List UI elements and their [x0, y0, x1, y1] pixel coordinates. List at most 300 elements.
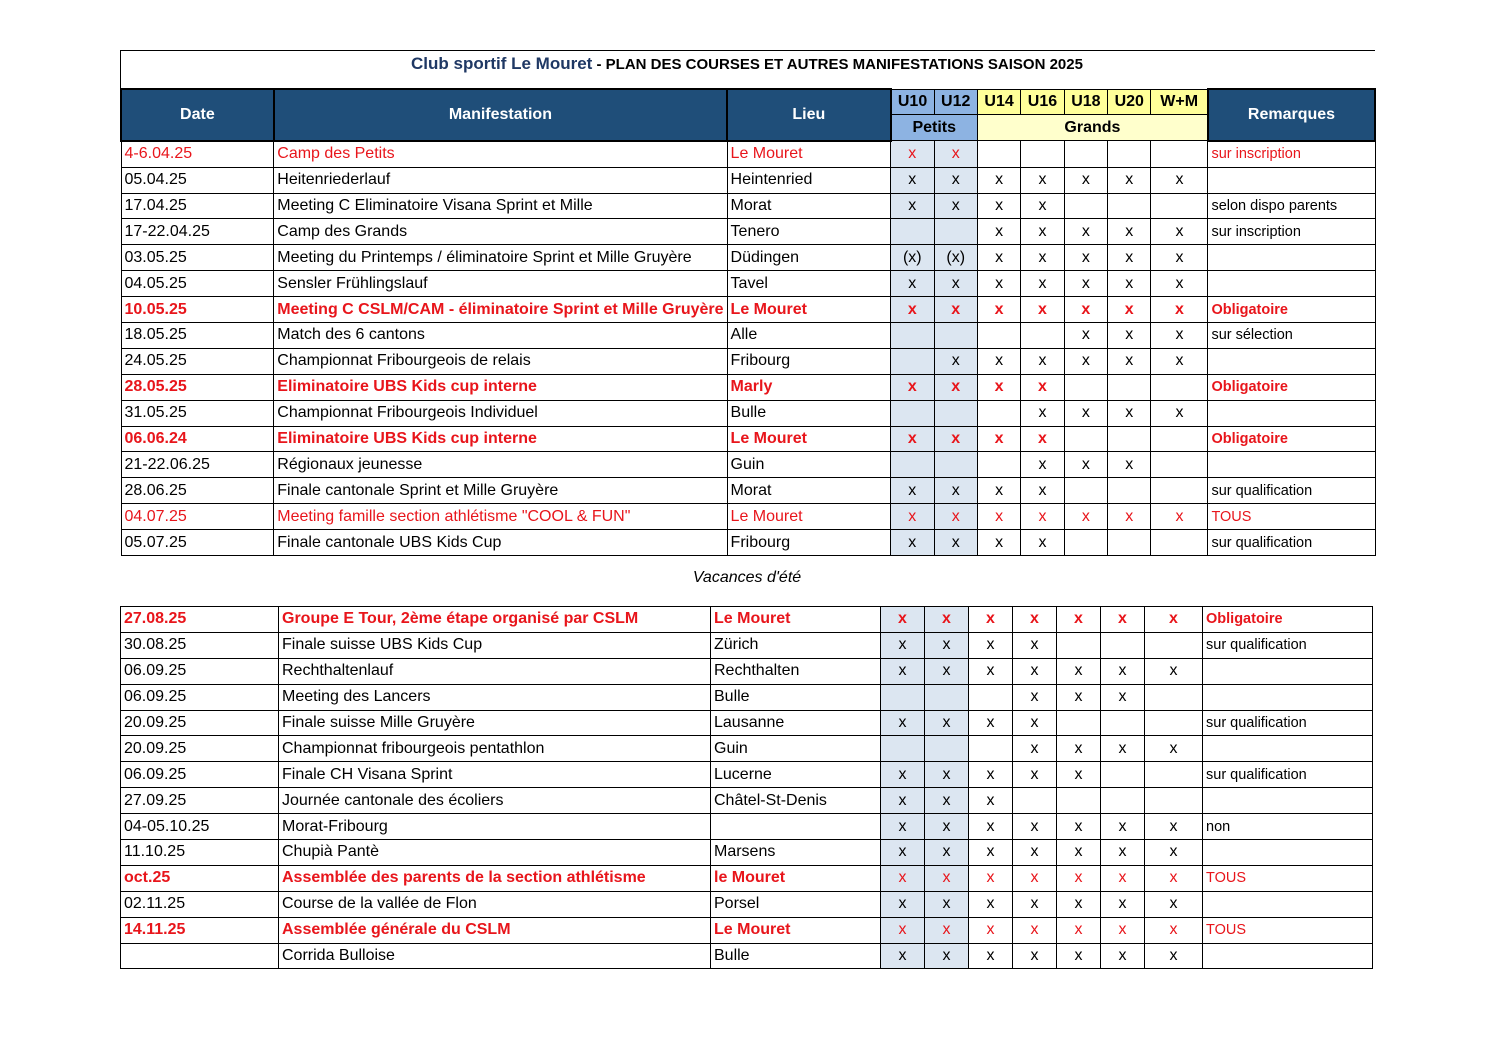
category-mark-cell: x [1064, 271, 1107, 297]
remark-cell: sur qualification [1208, 478, 1375, 504]
event-cell: Régionaux jeunesse [274, 452, 727, 478]
category-mark-cell: x [1013, 762, 1057, 788]
remark-cell: TOUS [1208, 504, 1375, 530]
place-cell: Tavel [727, 271, 891, 297]
table-row [121, 297, 1375, 323]
category-mark-cell [1064, 478, 1107, 504]
place-cell: Tenero [727, 219, 891, 245]
category-mark-cell [1108, 374, 1151, 400]
date-cell: 18.05.25 [121, 323, 274, 349]
category-mark-cell: x [934, 167, 977, 193]
category-mark-cell: x [1145, 917, 1203, 943]
category-mark-cell: x [1108, 400, 1151, 426]
place-cell: Bulle [727, 400, 891, 426]
remark-cell [1203, 840, 1373, 866]
date-cell: 17.04.25 [121, 193, 274, 219]
header-remarks: Remarques [1208, 89, 1375, 141]
category-mark-cell: x [1057, 762, 1101, 788]
table-row [121, 891, 1373, 917]
category-mark-cell: x [1021, 167, 1064, 193]
category-mark-cell [1064, 193, 1107, 219]
date-cell: 04-05.10.25 [121, 814, 279, 840]
category-mark-cell: x [1101, 736, 1145, 762]
remark-cell: sur inscription [1208, 219, 1375, 245]
category-mark-cell: x [1021, 297, 1064, 323]
category-mark-cell [925, 684, 969, 710]
event-cell: Corrida Bulloise [279, 943, 711, 969]
category-mark-cell [1021, 141, 1064, 167]
category-mark-cell: x [969, 891, 1013, 917]
event-cell: Championnat fribourgeois pentathlon [279, 736, 711, 762]
event-cell: Meeting famille section athlétisme "COOL & FUN" [274, 504, 727, 530]
category-mark-cell: x [969, 788, 1013, 814]
category-mark-cell: x [925, 865, 969, 891]
category-mark-cell [1064, 530, 1107, 556]
category-mark-cell: x [1057, 658, 1101, 684]
category-mark-cell: x [1057, 891, 1101, 917]
category-mark-cell: x [1108, 271, 1151, 297]
category-mark-cell: x [1151, 167, 1208, 193]
place-cell: Marly [727, 374, 891, 400]
date-cell [121, 943, 279, 969]
plan-title: - PLAN DES COURSES ET AUTRES MANIFESTATIONS SAISON 2025 [592, 56, 1083, 73]
category-mark-cell: x [1151, 245, 1208, 271]
table-row [121, 167, 1375, 193]
place-cell: Lausanne [711, 710, 881, 736]
page-title [120, 54, 1374, 74]
category-mark-cell: x [925, 710, 969, 736]
remark-cell [1203, 943, 1373, 969]
category-mark-cell: x [1013, 814, 1057, 840]
category-mark-cell [1064, 426, 1107, 452]
place-cell: Lucerne [711, 762, 881, 788]
date-cell: 05.07.25 [121, 530, 274, 556]
date-cell: 30.08.25 [121, 632, 279, 658]
category-mark-cell: x [1145, 607, 1203, 633]
category-mark-cell: x [1101, 917, 1145, 943]
place-cell: le Mouret [711, 865, 881, 891]
category-mark-cell [1064, 374, 1107, 400]
event-cell: Finale cantonale Sprint et Mille Gruyère [274, 478, 727, 504]
event-cell: Course de la vallée de Flon [279, 891, 711, 917]
category-mark-cell [969, 736, 1013, 762]
remark-cell: Obligatoire [1208, 297, 1375, 323]
category-mark-cell: x [977, 426, 1020, 452]
category-mark-cell [925, 736, 969, 762]
category-mark-cell: x [1013, 632, 1057, 658]
date-cell: 28.06.25 [121, 478, 274, 504]
category-mark-cell: x [925, 943, 969, 969]
category-mark-cell: x [934, 504, 977, 530]
category-mark-cell: x [881, 840, 925, 866]
remark-cell [1208, 245, 1375, 271]
table-row [121, 348, 1375, 374]
category-mark-cell: x [969, 840, 1013, 866]
category-mark-cell: x [925, 762, 969, 788]
category-mark-cell: x [934, 271, 977, 297]
category-mark-cell: x [1108, 219, 1151, 245]
event-cell: Rechthaltenlauf [279, 658, 711, 684]
category-mark-cell [1101, 762, 1145, 788]
table-row [121, 710, 1373, 736]
category-mark-cell: x [1021, 504, 1064, 530]
table-row [121, 193, 1375, 219]
category-mark-cell: x [977, 530, 1020, 556]
category-mark-cell [1145, 762, 1203, 788]
event-cell: Assemblée générale du CSLM [279, 917, 711, 943]
category-mark-cell: x [1145, 943, 1203, 969]
date-cell: 17-22.04.25 [121, 219, 274, 245]
category-mark-cell: x [1064, 452, 1107, 478]
table-row [121, 426, 1375, 452]
remark-cell [1203, 736, 1373, 762]
table-row [121, 736, 1373, 762]
category-mark-cell: x [969, 943, 1013, 969]
category-mark-cell: x [925, 788, 969, 814]
remark-cell [1208, 167, 1375, 193]
category-mark-cell: x [1151, 323, 1208, 349]
event-cell: Meeting C Eliminatoire Visana Sprint et Mille [274, 193, 727, 219]
category-mark-cell: x [1057, 865, 1101, 891]
place-cell: Alle [727, 323, 891, 349]
category-mark-cell [977, 141, 1020, 167]
category-mark-cell: x [1101, 840, 1145, 866]
category-mark-cell: x [1145, 736, 1203, 762]
table-row [121, 530, 1375, 556]
place-cell: Heintenried [727, 167, 891, 193]
category-mark-cell [1108, 478, 1151, 504]
category-mark-cell [1151, 193, 1208, 219]
category-mark-cell: x [1151, 219, 1208, 245]
table-row [121, 814, 1373, 840]
place-cell: Guin [727, 452, 891, 478]
category-mark-cell: x [925, 917, 969, 943]
remark-cell: Obligatoire [1208, 426, 1375, 452]
category-mark-cell: x [925, 814, 969, 840]
category-mark-cell: x [977, 374, 1020, 400]
event-cell: Meeting du Printemps / éliminatoire Sprint et Mille Gruyère [274, 245, 727, 271]
category-mark-cell: x [891, 193, 934, 219]
category-mark-cell: x [1021, 478, 1064, 504]
remark-cell: sur qualification [1203, 632, 1373, 658]
category-mark-cell: x [1013, 736, 1057, 762]
category-mark-cell: x [891, 271, 934, 297]
table-row [121, 374, 1375, 400]
schedule-table-part2 [120, 606, 1373, 969]
place-cell: Morat [727, 193, 891, 219]
category-mark-cell [977, 400, 1020, 426]
category-mark-cell: x [1145, 865, 1203, 891]
category-mark-cell [1108, 193, 1151, 219]
header-date: Date [121, 89, 274, 141]
category-mark-cell [1057, 632, 1101, 658]
category-mark-cell: x [925, 891, 969, 917]
group-petits: Petits [891, 115, 978, 141]
category-mark-cell [881, 684, 925, 710]
category-mark-cell: x [1108, 297, 1151, 323]
category-mark-cell: x [1013, 658, 1057, 684]
category-mark-cell [1108, 426, 1151, 452]
date-cell: 05.04.25 [121, 167, 274, 193]
table-row [121, 943, 1373, 969]
category-mark-cell: x [934, 141, 977, 167]
category-mark-cell [1101, 710, 1145, 736]
category-mark-cell: x [1101, 891, 1145, 917]
category-mark-cell: x [1064, 167, 1107, 193]
category-mark-cell: x [1108, 348, 1151, 374]
category-mark-cell [1151, 478, 1208, 504]
category-mark-cell: x [1021, 271, 1064, 297]
table-row [121, 219, 1375, 245]
schedule-table-part1 [120, 88, 1376, 556]
event-cell: Eliminatoire UBS Kids cup interne [274, 426, 727, 452]
place-cell: Rechthalten [711, 658, 881, 684]
category-mark-cell: x [1064, 219, 1107, 245]
event-cell: Championnat Fribourgeois de relais [274, 348, 727, 374]
date-cell: oct.25 [121, 865, 279, 891]
category-mark-cell: x [881, 943, 925, 969]
category-mark-cell: x [881, 632, 925, 658]
place-cell: Düdingen [727, 245, 891, 271]
table-row [121, 865, 1373, 891]
table-row [121, 632, 1373, 658]
category-mark-cell: x [891, 426, 934, 452]
remark-cell: Obligatoire [1208, 374, 1375, 400]
remark-cell [1208, 400, 1375, 426]
category-mark-cell: x [891, 478, 934, 504]
place-cell: Châtel-St-Denis [711, 788, 881, 814]
date-cell: 02.11.25 [121, 891, 279, 917]
table-row [121, 607, 1373, 633]
category-mark-cell [1151, 530, 1208, 556]
table-row [121, 400, 1375, 426]
date-cell: 03.05.25 [121, 245, 274, 271]
category-mark-cell [1145, 632, 1203, 658]
category-mark-cell: x [881, 917, 925, 943]
remark-cell [1208, 452, 1375, 478]
date-cell: 06.09.25 [121, 658, 279, 684]
category-mark-cell: x [969, 917, 1013, 943]
remark-cell: sur sélection [1208, 323, 1375, 349]
date-cell: 4-6.04.25 [121, 141, 274, 167]
category-mark-cell [1101, 632, 1145, 658]
category-mark-cell [977, 452, 1020, 478]
category-mark-cell: x [1021, 530, 1064, 556]
category-mark-cell: x [1057, 840, 1101, 866]
place-cell: Fribourg [727, 348, 891, 374]
category-mark-cell [1151, 141, 1208, 167]
header-cat-u12: U12 [934, 89, 977, 115]
table-row [121, 478, 1375, 504]
event-cell: Finale CH Visana Sprint [279, 762, 711, 788]
place-cell: Marsens [711, 840, 881, 866]
remark-cell [1208, 348, 1375, 374]
table-row [121, 658, 1373, 684]
category-mark-cell: x [881, 814, 925, 840]
place-cell: Bulle [711, 684, 881, 710]
header-cat-u20: U20 [1108, 89, 1151, 115]
header-event: Manifestation [274, 89, 727, 141]
category-mark-cell: x [1057, 736, 1101, 762]
category-mark-cell: x [934, 297, 977, 323]
category-mark-cell: x [934, 348, 977, 374]
category-mark-cell: x [934, 426, 977, 452]
date-cell: 31.05.25 [121, 400, 274, 426]
header-cat-u10: U10 [891, 89, 934, 115]
remark-cell: selon dispo parents [1208, 193, 1375, 219]
category-mark-cell: x [881, 865, 925, 891]
place-cell: Guin [711, 736, 881, 762]
event-cell: Meeting des Lancers [279, 684, 711, 710]
place-cell: Porsel [711, 891, 881, 917]
category-mark-cell: x [1101, 943, 1145, 969]
event-cell: Finale cantonale UBS Kids Cup [274, 530, 727, 556]
table-row [121, 917, 1373, 943]
place-cell: Zürich [711, 632, 881, 658]
group-grands: Grands [977, 115, 1208, 141]
category-mark-cell: x [881, 788, 925, 814]
category-mark-cell [934, 452, 977, 478]
category-mark-cell: x [1021, 348, 1064, 374]
event-cell: Morat-Fribourg [279, 814, 711, 840]
category-mark-cell [1151, 426, 1208, 452]
place-cell: Fribourg [727, 530, 891, 556]
category-mark-cell: x [1013, 840, 1057, 866]
category-mark-cell [1151, 374, 1208, 400]
category-mark-cell: x [969, 607, 1013, 633]
category-mark-cell: x [1013, 865, 1057, 891]
category-mark-cell: x [1021, 400, 1064, 426]
event-cell: Meeting C CSLM/CAM - éliminatoire Sprint et Mille Gruyère [274, 297, 727, 323]
category-mark-cell: x [1057, 684, 1101, 710]
category-mark-cell: x [1064, 348, 1107, 374]
place-cell: Morat [727, 478, 891, 504]
category-mark-cell [934, 219, 977, 245]
place-cell: Le Mouret [727, 426, 891, 452]
category-mark-cell: x [969, 814, 1013, 840]
category-mark-cell [1013, 788, 1057, 814]
category-mark-cell: x [969, 710, 1013, 736]
category-mark-cell: x [1013, 710, 1057, 736]
date-cell: 21-22.06.25 [121, 452, 274, 478]
category-mark-cell: x [977, 504, 1020, 530]
remark-cell [1203, 891, 1373, 917]
date-cell: 06.06.24 [121, 426, 274, 452]
place-cell [711, 814, 881, 840]
event-cell: Sensler Frühlingslauf [274, 271, 727, 297]
category-mark-cell: x [1013, 917, 1057, 943]
category-mark-cell: x [891, 141, 934, 167]
date-cell: 28.05.25 [121, 374, 274, 400]
place-cell: Le Mouret [727, 141, 891, 167]
table-row [121, 452, 1375, 478]
category-mark-cell: x [1151, 348, 1208, 374]
category-mark-cell: x [925, 607, 969, 633]
category-mark-cell: x [977, 348, 1020, 374]
category-mark-cell: (x) [934, 245, 977, 271]
event-cell: Chupià Pantè [279, 840, 711, 866]
category-mark-cell: x [1101, 684, 1145, 710]
remark-cell [1203, 788, 1373, 814]
place-cell: Le Mouret [727, 297, 891, 323]
date-cell: 11.10.25 [121, 840, 279, 866]
date-cell: 20.09.25 [121, 710, 279, 736]
category-mark-cell: x [891, 297, 934, 323]
category-mark-cell [969, 684, 1013, 710]
category-mark-cell: x [881, 891, 925, 917]
category-mark-cell [934, 323, 977, 349]
event-cell: Camp des Petits [274, 141, 727, 167]
place-cell: Le Mouret [727, 504, 891, 530]
category-mark-cell: x [934, 374, 977, 400]
category-mark-cell: x [969, 632, 1013, 658]
category-mark-cell: x [1145, 658, 1203, 684]
category-mark-cell: x [925, 840, 969, 866]
date-cell: 04.07.25 [121, 504, 274, 530]
remark-cell: sur qualification [1203, 710, 1373, 736]
category-mark-cell [1145, 710, 1203, 736]
category-mark-cell: x [977, 219, 1020, 245]
place-cell: Le Mouret [711, 607, 881, 633]
category-mark-cell: x [1151, 504, 1208, 530]
table-row [121, 323, 1375, 349]
category-mark-cell: x [977, 297, 1020, 323]
category-mark-cell: x [1145, 840, 1203, 866]
table-row [121, 684, 1373, 710]
category-mark-cell: x [1064, 323, 1107, 349]
category-mark-cell [891, 452, 934, 478]
category-mark-cell: x [1013, 684, 1057, 710]
category-mark-cell [1108, 141, 1151, 167]
category-mark-cell: x [969, 865, 1013, 891]
category-mark-cell: x [977, 271, 1020, 297]
event-cell: Match des 6 cantons [274, 323, 727, 349]
category-mark-cell [881, 736, 925, 762]
place-cell: Bulle [711, 943, 881, 969]
category-mark-cell: x [977, 478, 1020, 504]
category-mark-cell: x [1021, 452, 1064, 478]
event-cell: Eliminatoire UBS Kids cup interne [274, 374, 727, 400]
date-cell: 20.09.25 [121, 736, 279, 762]
category-mark-cell: x [934, 530, 977, 556]
category-mark-cell [1057, 788, 1101, 814]
category-mark-cell: x [1021, 426, 1064, 452]
category-mark-cell [891, 219, 934, 245]
remark-cell: sur qualification [1208, 530, 1375, 556]
category-mark-cell: x [881, 762, 925, 788]
category-mark-cell: x [1021, 219, 1064, 245]
category-mark-cell [1101, 788, 1145, 814]
category-mark-cell: x [1101, 658, 1145, 684]
category-mark-cell: x [1145, 891, 1203, 917]
category-mark-cell: x [1101, 865, 1145, 891]
category-mark-cell: x [891, 504, 934, 530]
category-mark-cell [1021, 323, 1064, 349]
category-mark-cell: x [1064, 504, 1107, 530]
category-mark-cell: x [969, 658, 1013, 684]
category-mark-cell: x [1021, 374, 1064, 400]
event-cell: Assemblée des parents de la section athlétisme [279, 865, 711, 891]
category-mark-cell: x [1108, 452, 1151, 478]
place-cell: Le Mouret [711, 917, 881, 943]
category-mark-cell: x [891, 167, 934, 193]
remark-cell [1203, 684, 1373, 710]
header-cat-u18: U18 [1064, 89, 1107, 115]
club-name: Club sportif Le Mouret [411, 54, 593, 73]
category-mark-cell: x [1151, 400, 1208, 426]
category-mark-cell: x [881, 658, 925, 684]
header-row [121, 89, 1375, 115]
